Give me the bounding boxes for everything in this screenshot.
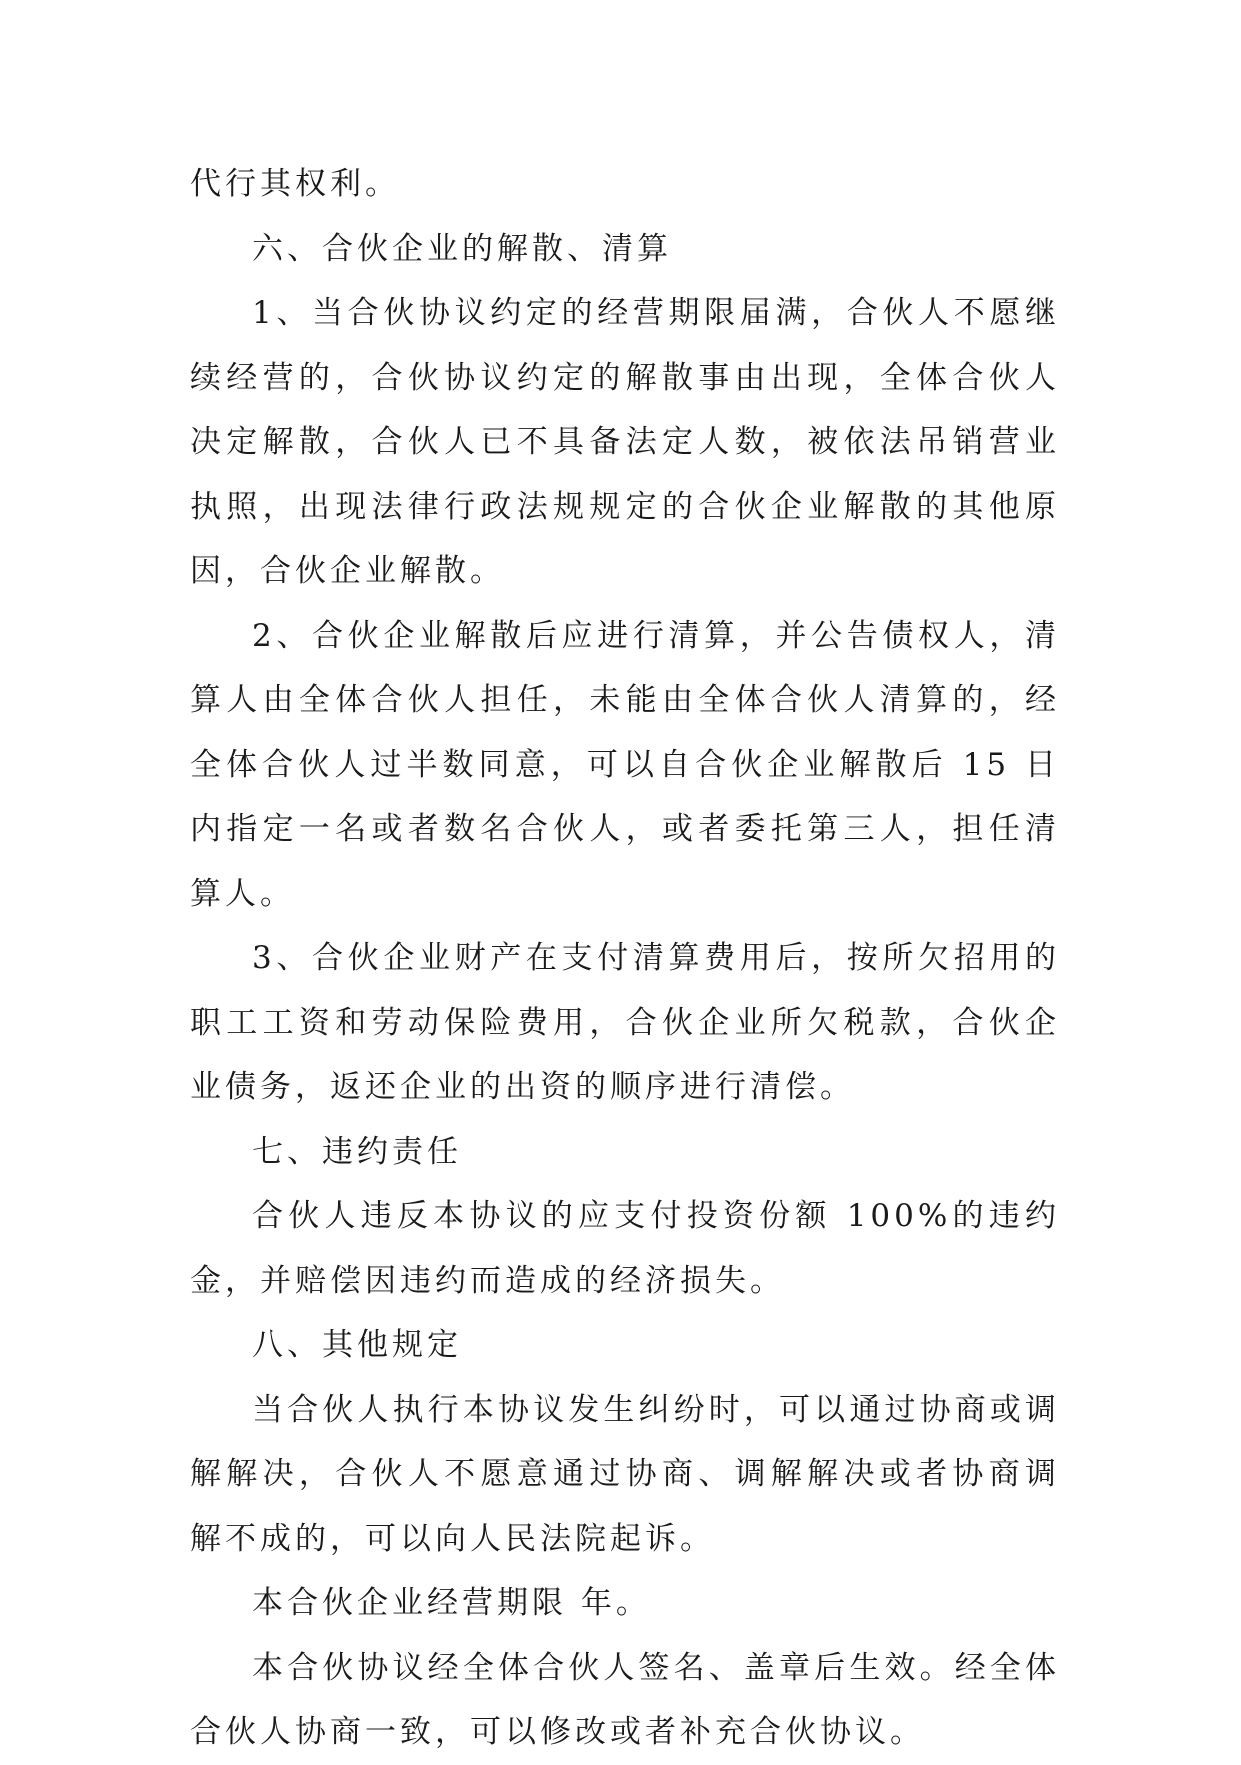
continuation-paragraph: 代行其权利。 bbox=[190, 166, 400, 202]
section-heading-liability: 七、违约责任 bbox=[252, 1133, 462, 1170]
dissolution-clause-2: 2、合伙企业解散后应进行清算，并公告债权人，清算人由全体合伙人担任，未能由全体合伙人清算的，经全体合伙人过半数同意，可以自合伙企业解散后 15 日内指定一名或者数名合伙人，或者委托第三人，担任清算人。 bbox=[190, 617, 1060, 912]
document-body bbox=[190, 152, 1060, 1765]
liability-clause: 合伙人违反本协议的应支付投资份额 100%的违约金，并赔偿因违约而造成的经济损失。 bbox=[190, 1198, 1060, 1299]
section-heading-dissolution: 六、合伙企业的解散、清算 bbox=[252, 230, 672, 267]
dissolution-clause-3: 3、合伙企业财产在支付清算费用后，按所欠招用的职工工资和劳动保险费用，合伙企业所欠税款，合伙企业债务，返还企业的出资的顺序进行清偿。 bbox=[190, 940, 1060, 1105]
dissolution-clause-1: 1、当合伙协议约定的经营期限届满，合伙人不愿继续经营的，合伙协议约定的解散事由出现，全体合伙人决定解散，合伙人已不具备法定人数，被依法吊销营业执照，出现法律行政法规规定的合伙企业解散的其他原因，合伙企业解散。 bbox=[190, 295, 1060, 589]
effectiveness-clause: 本合伙协议经全体合伙人签名、盖章后生效。经全体合伙人协商一致，可以修改或者补充合伙协议。 bbox=[190, 1649, 1060, 1750]
term-clause: 本合伙企业经营期限 年。 bbox=[252, 1585, 651, 1621]
section-heading-other: 八、其他规定 bbox=[252, 1327, 462, 1363]
dispute-clause: 当合伙人执行本协议发生纠纷时，可以通过协商或调解解决，合伙人不愿意通过协商、调解解决或者协商调解不成的，可以向人民法院起诉。 bbox=[190, 1391, 1060, 1557]
